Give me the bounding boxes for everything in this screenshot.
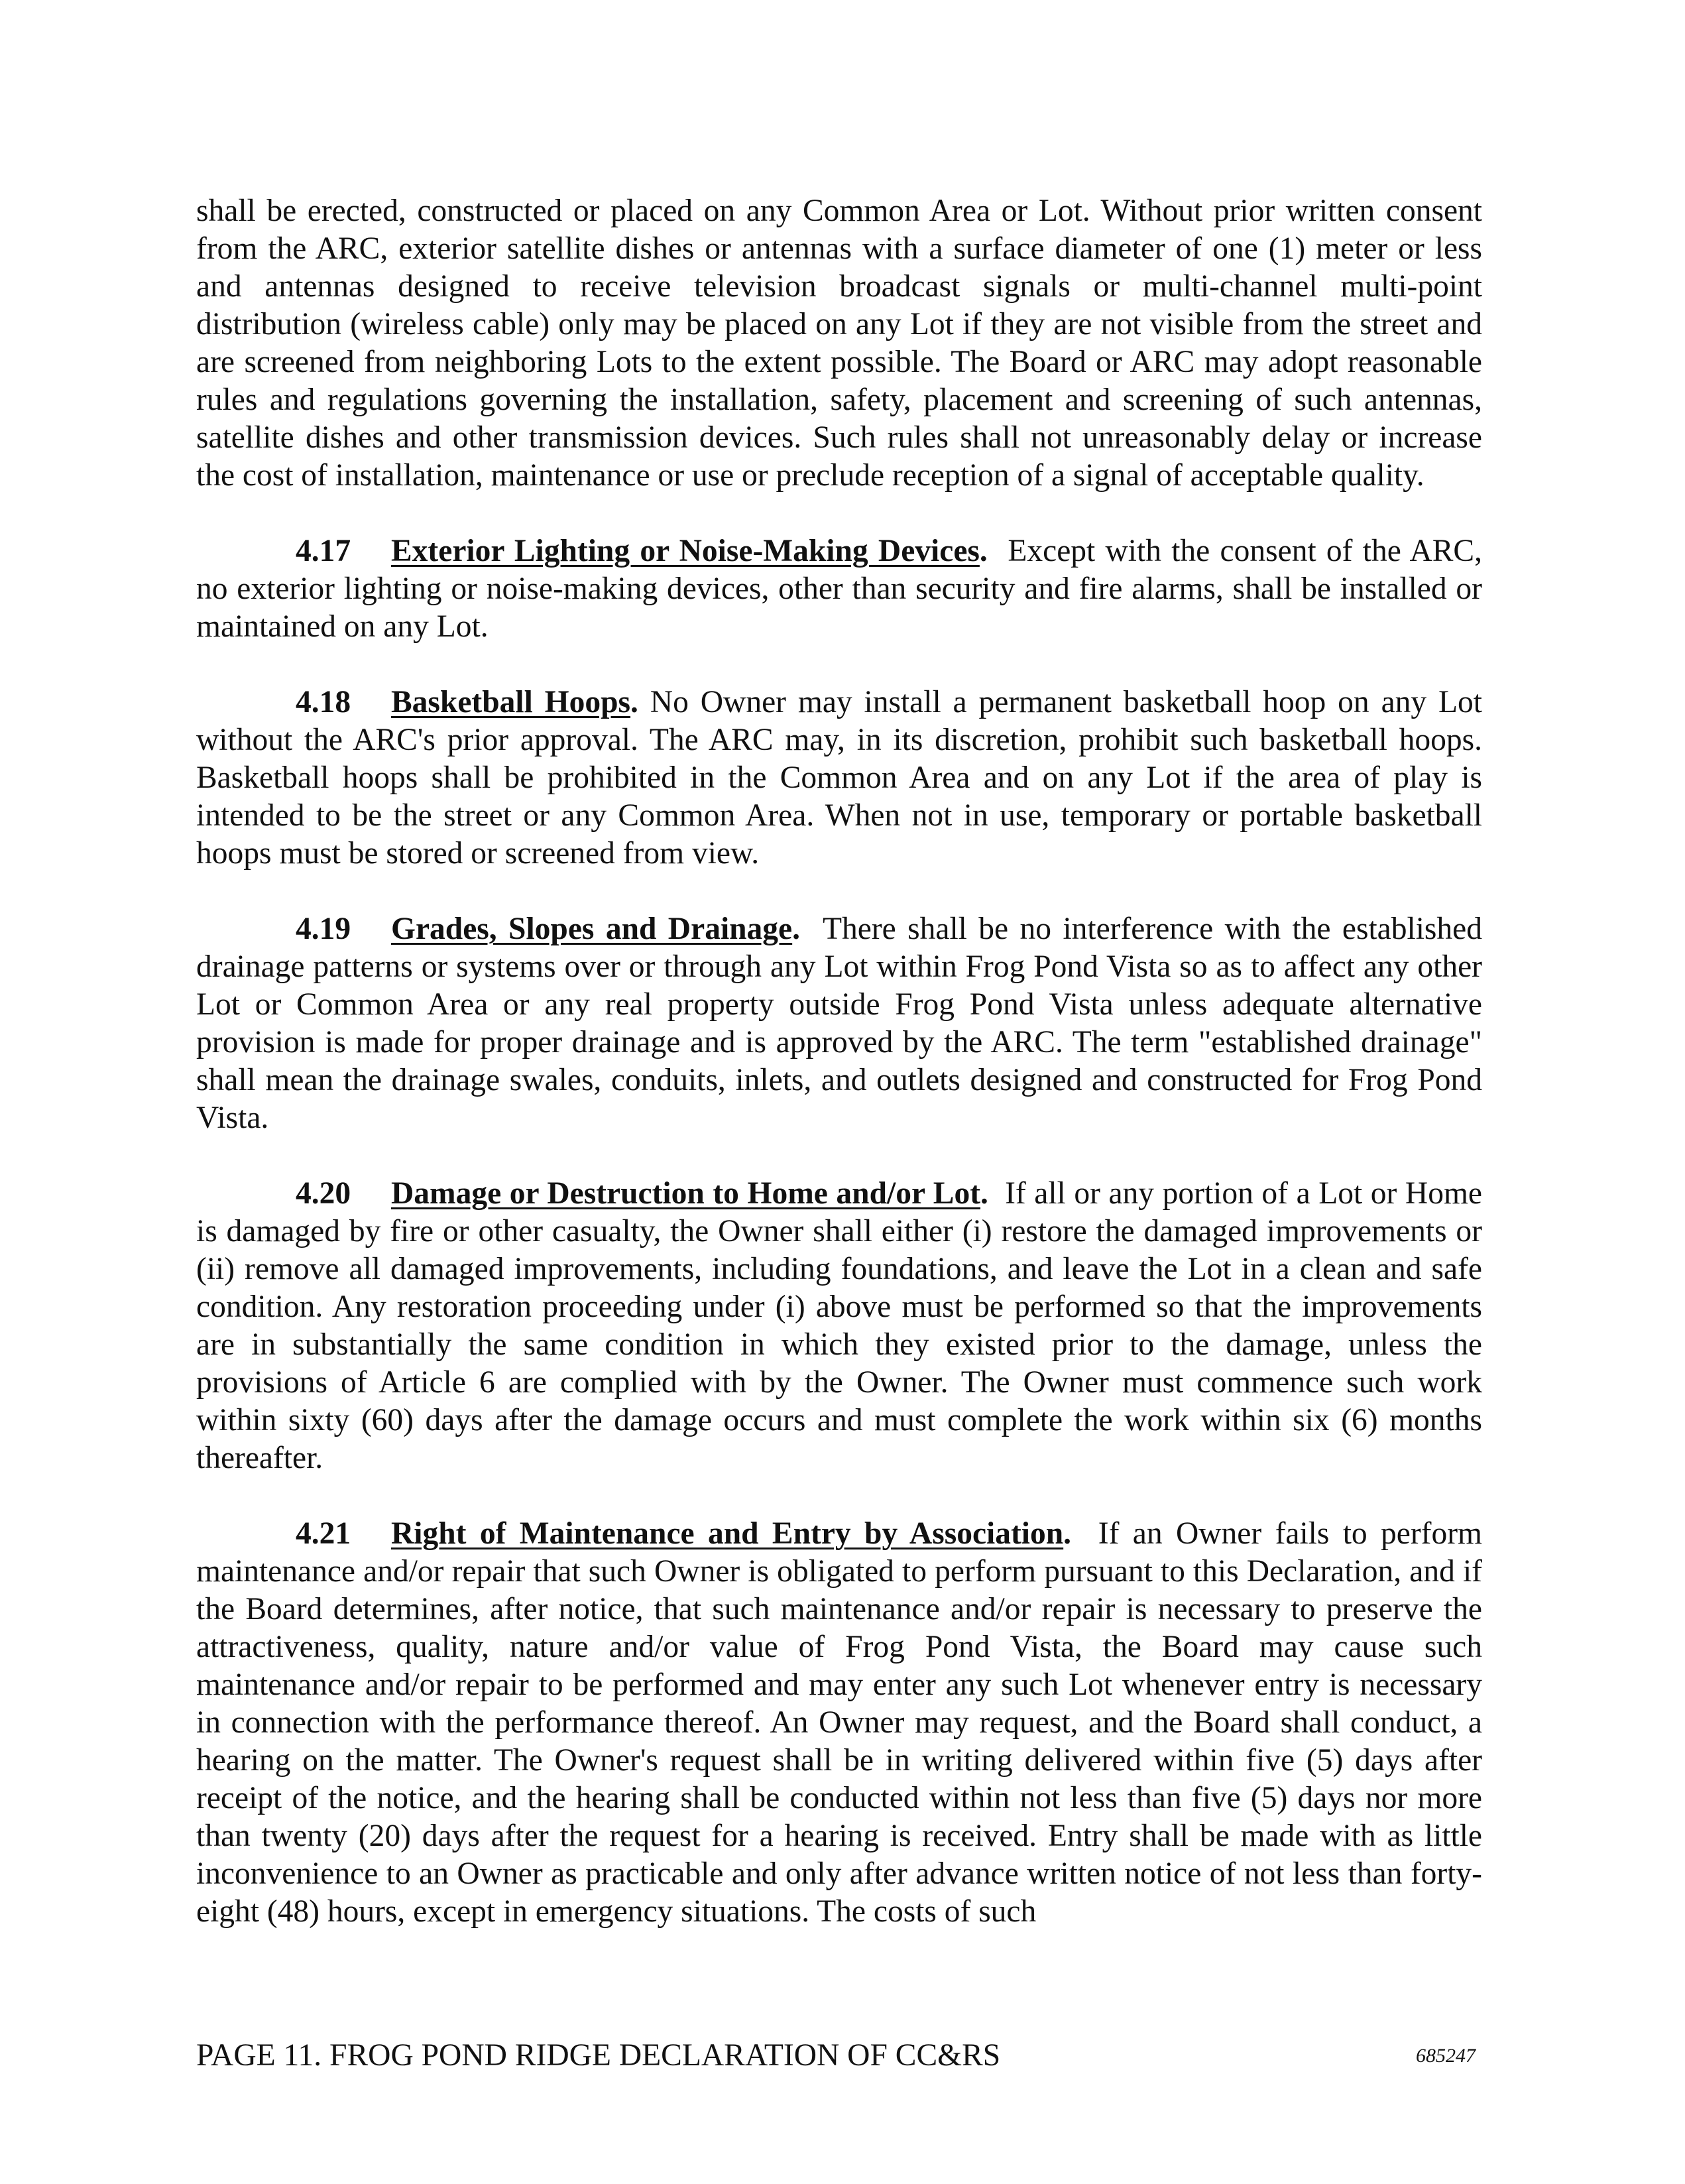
section-4-20: 4.20 Damage or Destruction to Home and/or Lot. If all or any portion of a Lot or Home is damaged by fire or other casualty, the Owner shall either (i) restore the damaged improvements or (ii) remove all damaged improvements, including foundations, and leave the Lot in a clean and safe condition. Any restoration proceeding under (i) above must be performed so that the improvements are in substantially the same condition in which they existed prior to the damage, unless the provisions of Article 6 are complied with by the Owner. The Owner must commence such work within sixty (60) days after the damage occurs and must complete the work within six (6) months thereafter.: [196, 1176, 1482, 1475]
section-heading: Basketball Hoops: [391, 685, 631, 719]
section-4-19: 4.19 Grades, Slopes and Drainage. There shall be no interference with the established drainage patterns or systems over or through any Lot within Frog Pond Vista so as to affect any other Lot or Common Area or any real property outside Frog Pond Vista unless adequate alternative provision is made for proper drainage and is approved by the ARC. The term "established drainage" shall mean the drainage swales, conduits, inlets, and outlets designed and constructed for Frog Pond Vista.: [196, 912, 1482, 1135]
section-number: 4.21: [296, 1516, 351, 1551]
section-number: 4.20: [296, 1176, 351, 1211]
section-4-17: 4.17 Exterior Lighting or Noise-Making Devices. Except with the consent of the ARC, no exterior lighting or noise-making devices, other than security and fire alarms, shall be installed or maintained on any Lot.: [196, 534, 1482, 644]
section-body: There shall be no interference with the established drainage patterns or systems over or through any Lot within Frog Pond Vista so as to affect any other Lot or Common Area or any real property outside Frog Pond Vista unless adequate alternative provision is made for proper drainage and is approved by the ARC. The term "established drainage" shall mean the drainage swales, conduits, inlets, and outlets designed and constructed for Frog Pond Vista.: [196, 912, 1482, 1135]
section-4-18: 4.18 Basketball Hoops. No Owner may install a permanent basketball hoop on any Lot without the ARC's prior approval. The ARC may, in its discretion, prohibit such basketball hoops. Basketball hoops shall be prohibited in the Common Area and on any Lot if the area of play is intended to be the street or any Common Area. When not in use, temporary or portable basketball hoops must be stored or screened from view.: [196, 685, 1482, 871]
document-page: [196, 192, 1482, 1969]
section-body: Except with the consent of the ARC, no exterior lighting or noise-making devices, other than security and fire alarms, shall be installed or maintained on any Lot.: [196, 534, 1482, 644]
section-number: 4.19: [296, 912, 351, 946]
section-body: If all or any portion of a Lot or Home is damaged by fire or other casualty, the Owner shall either (i) restore the damaged improvements or (ii) remove all damaged improvements, including foundations, and leave the Lot in a clean and safe condition. Any restoration proceeding under (i) above must be performed so that the improvements are in substantially the same condition in which they existed prior to the damage, unless the provisions of Article 6 are complied with by the Owner. The Owner must commence such work within sixty (60) days after the damage occurs and must complete the work within six (6) months thereafter.: [196, 1176, 1482, 1475]
footer-doc-number: 685247: [1416, 2045, 1476, 2067]
section-heading: Damage or Destruction to Home and/or Lot: [391, 1176, 981, 1211]
section-4-21: 4.21 Right of Maintenance and Entry by Association. If an Owner fails to perform maintenance and/or repair that such Owner is obligated to perform pursuant to this Declaration, and if the Board determines, after notice, that such maintenance and/or repair is necessary to preserve the attractiveness, quality, nature and/or value of Frog Pond Vista, the Board may cause such maintenance and/or repair to be performed and may enter any such Lot whenever entry is necessary in connection with the performance thereof. An Owner may request, and the Board shall conduct, a hearing on the matter. The Owner's request shall be in writing delivered within five (5) days after receipt of the notice, and the hearing shall be conducted within not less than five (5) days nor more than twenty (20) days after the request for a hearing is received. Entry shall be made with as little inconvenience to an Owner as practicable and only after advance written notice of not less than forty-eight (48) hours, except in emergency situations. The costs of such: [196, 1516, 1482, 1929]
footer-page-label: PAGE 11. FROG POND RIDGE DECLARATION OF CC&RS: [196, 2038, 1001, 2073]
section-number: 4.17: [296, 534, 351, 568]
section-body: If an Owner fails to perform maintenance and/or repair that such Owner is obligated to perform pursuant to this Declaration, and if the Board determines, after notice, that such maintenance and/or repair is necessary to preserve the attractiveness, quality, nature and/or value of Frog Pond Vista, the Board may cause such maintenance and/or repair to be performed and may enter any such Lot whenever entry is necessary in connection with the performance thereof. An Owner may request, and the Board shall conduct, a hearing on the matter. The Owner's request shall be in writing delivered within five (5) days after receipt of the notice, and the hearing shall be conducted within not less than five (5) days nor more than twenty (20) days after the request for a hearing is received. Entry shall be made with as little inconvenience to an Owner as practicable and only after advance written notice of not less than forty-eight (48) hours, except in emergency situations. The costs of such: [196, 1516, 1482, 1929]
continuation-paragraph: shall be erected, constructed or placed on any Common Area or Lot. Without prior written consent from the ARC, exterior satellite dishes or antennas with a surface diameter of one (1) meter or less and antennas designed to receive television broadcast signals or multi-channel multi-point distribution (wireless cable) only may be placed on any Lot if they are not visible from the street and are screened from neighboring Lots to the extent possible. The Board or ARC may adopt reasonable rules and regulations governing the installation, safety, placement and screening of such antennas, satellite dishes and other transmission devices. Such rules shall not unreasonably delay or increase the cost of installation, maintenance or use or preclude reception of a signal of acceptable quality.: [196, 194, 1482, 493]
section-heading: Exterior Lighting or Noise-Making Devices: [391, 534, 980, 568]
section-heading: Right of Maintenance and Entry by Association: [391, 1516, 1064, 1551]
page-footer: [196, 2035, 1482, 2075]
section-body: No Owner may install a permanent basketball hoop on any Lot without the ARC's prior approval. The ARC may, in its discretion, prohibit such basketball hoops. Basketball hoops shall be prohibited in the Common Area and on any Lot if the area of play is intended to be the street or any Common Area. When not in use, temporary or portable basketball hoops must be stored or screened from view.: [196, 685, 1482, 871]
section-number: 4.18: [296, 685, 351, 719]
section-heading: Grades, Slopes and Drainage: [391, 912, 793, 946]
